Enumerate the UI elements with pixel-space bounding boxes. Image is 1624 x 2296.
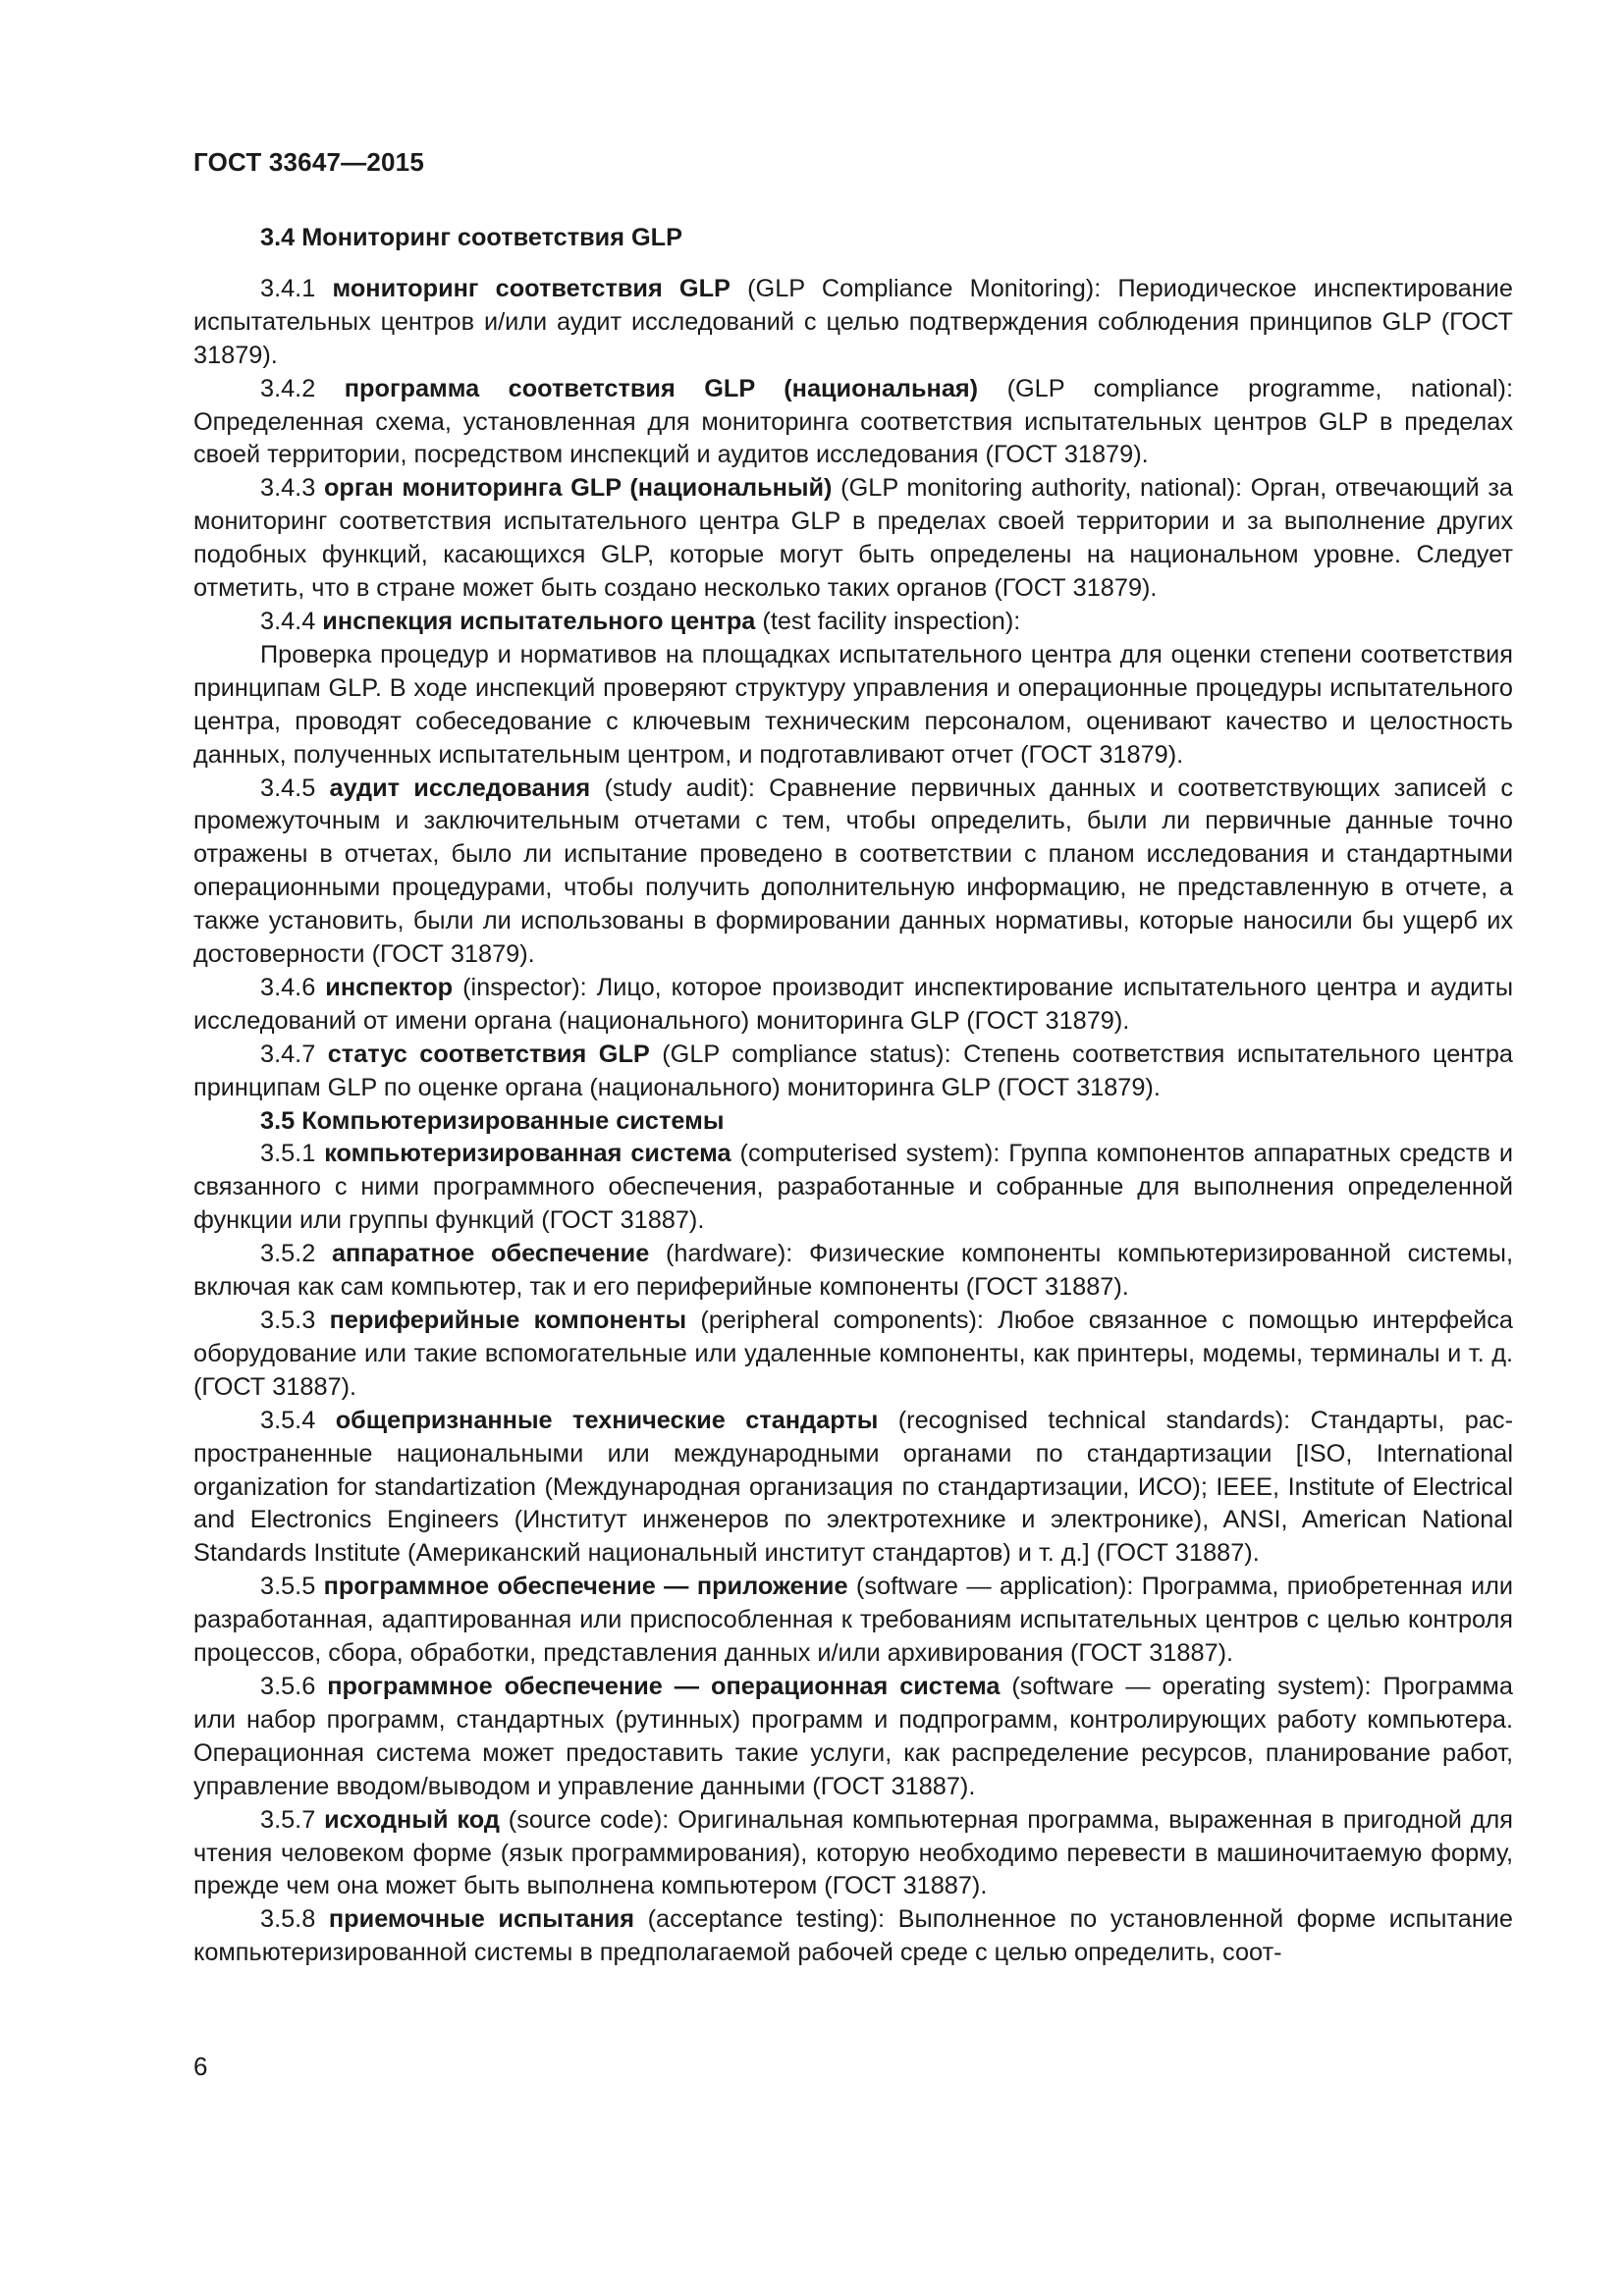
entry-text: (GLP compliance programme, national): Определенная схема, установленная для мониторинга соответствия испытательных центров GLP в пределах своей территории, посредством инспекций и аудитов исследования (ГОСТ 31879).: [193, 374, 1513, 469]
entry-term: приемочные испытания: [328, 1905, 634, 1934]
entry-3-4-6: [193, 972, 1513, 1039]
entry-3-5-6: [193, 1671, 1513, 1804]
entry-3-5-1: [193, 1138, 1513, 1238]
entry-3-5-5: [193, 1571, 1513, 1671]
entry-3-5-3: [193, 1305, 1513, 1405]
entry-number: 3.4.4: [260, 607, 323, 635]
entry-text: (recognised technical standards): Стандарты, распространенные национальными или международными органами по стандартизации [ISO, International organization for standartization (Международная организация по стандартизации, ИСО); IEEE, Institute of Electrical and Electronics Engineers (Институт инженеров по электротехнике и электронике), ANSI, American National Standards Institute (Американский национальный институт стандартов) и т. д.] (ГОСТ 31887).: [193, 1406, 1514, 1568]
entry-3-4-3: [193, 472, 1513, 606]
entry-3-4-7: [193, 1039, 1513, 1105]
entry-number: 3.4.6: [260, 973, 326, 1001]
entry-number: 3.4.1: [260, 274, 333, 302]
entry-term: орган мониторинга GLP (национальный): [323, 474, 833, 503]
entry-number: 3.4.2: [260, 374, 345, 402]
entry-term: мониторинг соответствия GLP: [332, 274, 731, 302]
entry-text: (GLP monitoring authority, national): Орган, отвечающий за мониторинг соответствия испытательного центра GLP в пределах своей территории и за выполнение других подобных функций, касающихся GLP, которые могут быть определены на национальном уровне. Следует отметить, что в стране может быть создано несколько таких органов (ГОСТ 31879).: [193, 474, 1513, 603]
entry-text: (software — application): Программа, приобретенная или разработанная, адаптированная или приспособленная к требованиям испытательных центров с целью контроля процессов, сбора, обработки, представления данных и/или архивирования (ГОСТ 31887).: [193, 1573, 1513, 1668]
entry-number: 3.4.7: [260, 1040, 328, 1068]
entry-term: периферийные компоненты: [329, 1307, 687, 1334]
document-header: ГОСТ 33647—2015: [193, 147, 424, 177]
entry-3-4-1: [193, 273, 1513, 373]
entry-3-5-2: [193, 1238, 1513, 1305]
entry-term: аудит исследования: [329, 774, 591, 802]
section-heading-3-5: 3.5 Компьютеризированные системы: [260, 1106, 725, 1135]
entry-term: исходный код: [324, 1805, 500, 1834]
entry-text: (hardware): Физические компоненты компьютеризированной системы, включая как сам компьютер, так и его периферийные компоненты (ГОСТ 31887).: [193, 1240, 1513, 1302]
entry-3-5-4: [193, 1405, 1513, 1572]
entry-number: 3.5.4: [260, 1406, 336, 1434]
entry-number: 3.5.6: [260, 1672, 328, 1700]
entry-text: (acceptance testing): Выполненное по установленной форме испытание компьютеризированной системы в предполагаемой рабочей среде с целью определить, соот-: [193, 1905, 1513, 1967]
page-number: 6: [193, 2052, 208, 2081]
section-heading-3-4: 3.4 Мониторинг соответствия GLP: [260, 224, 682, 251]
entry-text: (peripheral components): Любое связанное с помощью интерфейса оборудование или такие вспомогательные или удаленные компоненты, как принтеры, модемы, терминалы и т. д. (ГОСТ 31887).: [193, 1307, 1513, 1401]
entry-term: программа соответствия GLP (национальная): [344, 374, 979, 402]
entry-term: инспекция испытательного центра: [322, 607, 756, 635]
entry-term: статус соответствия GLP: [327, 1040, 650, 1068]
entry-3-5-7: [193, 1804, 1513, 1904]
entry-term: общепризнанные технические стандарты: [335, 1406, 879, 1434]
entry-3-4-2: [193, 373, 1513, 473]
entry-term: аппаратное обеспечение: [331, 1240, 650, 1268]
entry-text: (GLP Compliance Monitoring): Периодическое инспектирование испытательных центров и/или аудит исследований с целью подтверждения соблюдения принципов GLP (ГОСТ 31879).: [193, 274, 1513, 369]
entry-number: 3.5.1: [260, 1140, 325, 1168]
entry-text: (inspector): Лицо, которое производит инспектирование испытательного центра и аудиты исследований от имени органа (национального) мониторинга GLP (ГОСТ 31879).: [193, 973, 1514, 1035]
entry-number: 3.5.5: [260, 1573, 324, 1601]
entry-term: инспектор: [325, 973, 454, 1001]
entry-3-4-4: [193, 606, 1513, 639]
entry-text: (software — operating system): Программа или набор программ, стандартных (рутинных) программ и подпрограмм, контролирующих работу компьютера. Операционная система может предоставить такие услуги, как распределение ресурсов, планирование работ, управление вводом/выводом и управление данными (ГОСТ 31887).: [193, 1672, 1513, 1800]
entry-term: программное обеспечение — операционная система: [327, 1672, 1001, 1700]
entry-number: 3.5.2: [260, 1240, 332, 1268]
entry-number: 3.5.7: [260, 1805, 325, 1834]
entry-3-4-4-body: Проверка процедур и нормативов на площадках испытательного центра для оценки степени соответствия принципам GLP. В ходе инспекций проверяют структуру управления и операционные процедуры испытательного центра, проводят собеседование с ключевым техническим персоналом, оценивают качество и целостность данных, полученных испытательным центром, и подготавливают отчет (ГОСТ 31879).: [193, 640, 1513, 769]
document-body: [193, 222, 1513, 1970]
entry-number: 3.5.8: [260, 1905, 329, 1934]
entry-number: 3.4.5: [260, 774, 330, 802]
entry-3-4-5: [193, 773, 1513, 972]
entry-text: (source code): Оригинальная компьютерная программа, выраженная в пригодной для чтения человеком форме (язык программирования), которую необходимо перевести в машиночитаемую форму, прежде чем она может быть выполнена компьютером (ГОСТ 31887).: [193, 1805, 1513, 1900]
entry-term: программное обеспечение — приложение: [323, 1573, 848, 1601]
entry-term: компьютеризированная система: [324, 1140, 731, 1168]
entry-number: 3.4.3: [260, 474, 324, 503]
entry-text: (study audit): Сравнение первичных данных и соответствующих записей с промежуточным и заключительным отчетами с тем, чтобы определить, были ли первичные данные точно отражены в отчетах, было ли испытание проведено в соответствии с планом исследования и стандартными операционными процедурами, чтобы получить дополнительную информацию, не представленную в отчете, а также установить, были ли использованы в формировании данных нормативы, которые наносили бы ущерб их достоверности (ГОСТ 31879).: [193, 774, 1514, 969]
entry-number: 3.5.3: [260, 1307, 330, 1334]
entry-text: (GLP compliance status): Степень соответствия испытательного центра принципам GLP по оценке органа (национального) мониторинга GLP (ГОСТ 31879).: [193, 1040, 1513, 1101]
entry-text: (test facility inspection):: [755, 607, 1021, 635]
entry-text: (computerised system): Группа компонентов аппаратных средств и связанного с ними программного обеспечения, разработанные и собранные для выполнения определенной функции или группы функций (ГОСТ 31887).: [193, 1140, 1514, 1235]
entry-3-5-8: [193, 1903, 1513, 1970]
